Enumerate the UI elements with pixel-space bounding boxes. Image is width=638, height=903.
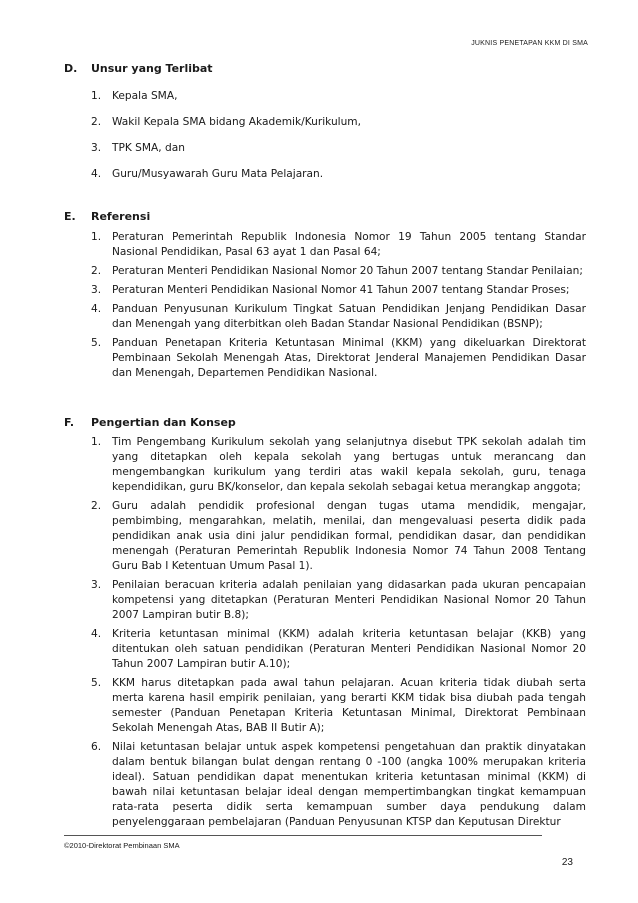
list-item <box>64 627 584 672</box>
item-text: Guru adalah pendidik profesional dengan tugas utama mendidik, mengajar, pembimbing, mengarahkan, melatih, menilai, dan mengevaluasi peserta didik pada pendidikan anak usia dini jalur pendidikan formal, pendidikan dasar, dan pendidikan menengah (Peraturan Pemerintah Republik Indonesia Nomor 74 Tahun 2008 Tentang Guru Bab I Ketentuan Umum Pasal 1). <box>112 500 586 572</box>
list-item <box>64 141 584 156</box>
page-number: 23 <box>561 857 573 868</box>
item-text: Nilai ketuntasan belajar untuk aspek kompetensi pengetahuan dan praktik dinyatakan dalam bentuk bilangan bulat dengan rentang 0 -100 (angka 100% merupakan kriteria ideal). Satuan pendidikan dapat menentukan kriteria ketuntasan minimal (KKM) di bawah nilai ketuntasan belajar ideal dengan mempertimbangkan tingkat kemampuan rata-rata peserta didik serta kemampuan sumber daya pendukung dalam penyelenggaraan pembelajaran (Panduan Penyusunan KTSP dan Keputusan Direktur <box>112 741 586 828</box>
list-item <box>64 336 584 381</box>
item-text: Wakil Kepala SMA bidang Akademik/Kurikulum, <box>112 116 361 128</box>
item-text: TPK SMA, dan <box>112 142 185 154</box>
list-item <box>64 740 584 830</box>
item-number: 3. <box>91 142 102 154</box>
footer-divider <box>64 835 542 836</box>
list-item <box>64 230 584 260</box>
item-text: KKM harus ditetapkan pada awal tahun pelajaran. Acuan kriteria tidak diubah serta merta karena hasil empirik penilaian, yang berarti KKM tidak bisa diubah pada tengah semester (Panduan Penetapan Kriteria Ketuntasan Minimal, Direktorat Pembinaan Sekolah Menengah Atas, BAB II Butir A); <box>112 677 586 734</box>
item-text: Peraturan Pemerintah Republik Indonesia Nomor 19 Tahun 2005 tentang Standar Nasional Pendidikan, Pasal 63 ayat 1 dan Pasal 64; <box>112 231 586 258</box>
section-f <box>64 416 584 830</box>
item-number: 1. <box>91 90 102 102</box>
list-item <box>64 578 584 623</box>
item-text: Peraturan Menteri Pendidikan Nasional Nomor 41 Tahun 2007 tentang Standar Proses; <box>112 284 570 296</box>
item-text: Tim Pengembang Kurikulum sekolah yang selanjutnya disebut TPK sekolah adalah tim yang ditetapkan oleh kepala sekolah yang bertugas untuk merancang dan mengembangkan kurikulum yang terdiri atas wakil kepala sekolah, guru, tenaga kependidikan, guru BK/konselor, dan kepala sekolah sebagai ketua merangkap anggota; <box>112 436 586 493</box>
item-number: 5. <box>91 677 102 689</box>
item-text: Kepala SMA, <box>112 90 178 102</box>
list-item <box>64 435 584 495</box>
item-number: 4. <box>91 168 102 180</box>
section-e <box>64 210 584 381</box>
item-text: Panduan Penetapan Kriteria Ketuntasan Minimal (KKM) yang dikeluarkan Direktorat Pembinaan Sekolah Menengah Atas, Direktorat Jenderal Manajemen Pendidikan Dasar dan Menengah, Departemen Pendidikan Nasional. <box>112 337 586 379</box>
section-title: Pengertian dan Konsep <box>91 416 236 429</box>
section-e-heading <box>64 210 584 226</box>
item-number: 2. <box>91 265 102 277</box>
list-item <box>64 676 584 736</box>
list-item <box>64 115 584 130</box>
item-number: 5. <box>91 337 102 349</box>
section-d-heading <box>64 62 584 78</box>
list-item <box>64 264 584 279</box>
item-text: Penilaian beracuan kriteria adalah penilaian yang didasarkan pada ukuran pencapaian kompetensi yang ditetapkan (Peraturan Menteri Pendidikan Nasional Nomor 20 Tahun 2007 Lampiran butir B.8); <box>112 579 586 621</box>
item-number: 1. <box>91 231 102 243</box>
list-item <box>64 89 584 104</box>
item-number: 2. <box>91 500 102 512</box>
item-text: Guru/Musyawarah Guru Mata Pelajaran. <box>112 168 324 180</box>
section-letter: D. <box>64 62 78 75</box>
item-number: 2. <box>91 116 102 128</box>
section-title: Referensi <box>91 210 151 223</box>
list-item <box>64 167 584 182</box>
item-number: 3. <box>91 284 102 296</box>
item-text: Panduan Penyusunan Kurikulum Tingkat Satuan Pendidikan Jenjang Pendidikan Dasar dan Menengah yang diterbitkan oleh Badan Standar Nasional Pendidikan (BSNP); <box>112 303 586 330</box>
list-item <box>64 499 584 574</box>
item-text: Kriteria ketuntasan minimal (KKM) adalah kriteria ketuntasan belajar (KKB) yang ditentukan oleh satuan pendidikan (Peraturan Menteri Pendidikan Nasional Nomor 20 Tahun 2007 Lampiran butir A.10); <box>112 628 586 670</box>
item-number: 4. <box>91 628 102 640</box>
section-title: Unsur yang Terlibat <box>91 62 213 75</box>
section-f-heading <box>64 416 584 432</box>
item-number: 4. <box>91 303 102 315</box>
item-number: 3. <box>91 579 102 591</box>
section-letter: F. <box>64 416 75 429</box>
item-number: 6. <box>91 741 102 753</box>
footer-copyright: ©2010-Direktorat Pembinaan SMA <box>64 841 180 850</box>
list-item <box>64 302 584 332</box>
running-header: JUKNIS PENETAPAN KKM DI SMA <box>471 40 588 47</box>
section-d <box>64 62 584 182</box>
item-number: 1. <box>91 436 102 448</box>
list-item <box>64 283 584 298</box>
section-letter: E. <box>64 210 76 223</box>
item-text: Peraturan Menteri Pendidikan Nasional Nomor 20 Tahun 2007 tentang Standar Penilaian; <box>112 265 583 277</box>
